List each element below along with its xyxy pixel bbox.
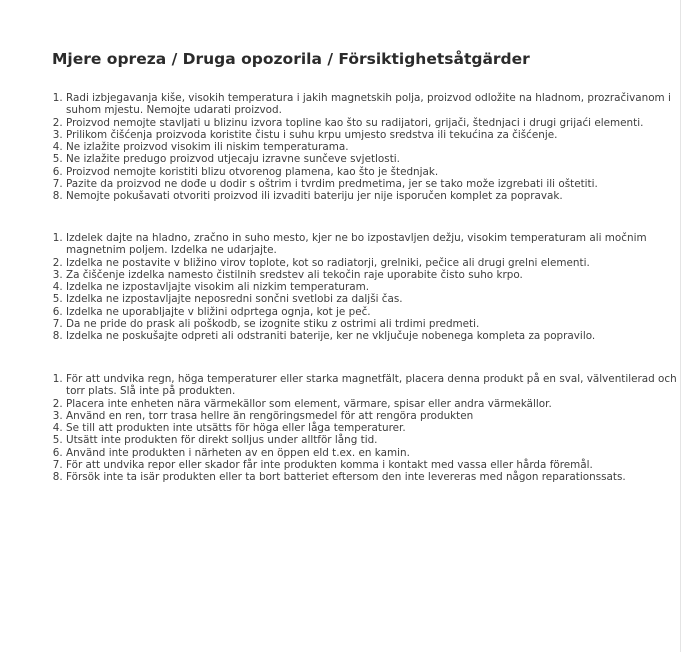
list-item: 2. Izdelka ne postavite v bližino virov toplote, kot so radiatorji, grelniki, pečice ali drugi grelni elementi. [66, 257, 681, 269]
list-item: 4. Se till att produkten inte utsätts för höga eller låga temperaturer. [66, 422, 681, 434]
list-item: 5. Utsätt inte produkten för direkt solljus under alltför lång tid. [66, 434, 681, 446]
list-item: 7. Da ne pride do prask ali poškodb, se izognite stiku z ostrimi ali trdimi predmeti. [66, 318, 681, 330]
list-item: 3. Prilikom čišćenja proizvoda koristite čistu i suhu krpu umjesto sredstva ili tekućina za čišćenje. [66, 129, 681, 141]
list-item: 1. För att undvika regn, höga temperaturer eller starka magnetfält, placera denna produkt på en sval, välventilerad och torr plats. Slå inte på produkten. [66, 373, 681, 398]
list-item: 8. Försök inte ta isär produkten eller ta bort batteriet eftersom den inte levereras med någon reparationssats. [66, 471, 681, 483]
croatian-precautions-list [34, 92, 681, 203]
list-item: 8. Nemojte pokušavati otvoriti proizvod ili izvaditi bateriju jer nije isporučen komplet za popravak. [66, 190, 681, 202]
list-item: 1. Izdelek dajte na hladno, zračno in suho mesto, kjer ne bo izpostavljen dežju, visokim temperaturam ali močnim magnetnim poljem. Izdelka ne udarjajte. [66, 232, 681, 257]
swedish-precautions-list [34, 373, 681, 484]
list-item: 5. Izdelka ne izpostavljajte neposredni sončni svetlobi za daljši čas. [66, 293, 681, 305]
list-item: 3. Za čiščenje izdelka namesto čistilnih sredstev ali tekočin raje uporabite čisto suho krpo. [66, 269, 681, 281]
list-item: 2. Placera inte enheten nära värmekällor som element, värmare, spisar eller andra värmekällor. [66, 398, 681, 410]
list-item: 5. Ne izlažite predugo proizvod utjecaju izravne sunčeve svjetlosti. [66, 153, 681, 165]
list-item: 3. Använd en ren, torr trasa hellre än rengöringsmedel för att rengöra produkten [66, 410, 681, 422]
slovenian-precautions-list [34, 232, 681, 343]
list-item: 6. Använd inte produkten i närheten av en öppen eld t.ex. en kamin. [66, 447, 681, 459]
list-item: 7. För att undvika repor eller skador får inte produkten komma i kontakt med vassa eller hårda föremål. [66, 459, 681, 471]
list-item: 7. Pazite da proizvod ne dođe u dodir s oštrim i tvrdim predmetima, jer se tako može izgrebati ili oštetiti. [66, 178, 681, 190]
list-item: 6. Izdelka ne uporabljajte v bližini odprtega ognja, kot je peč. [66, 306, 681, 318]
list-item: 1. Radi izbjegavanja kiše, visokih temperatura i jakih magnetskih polja, proizvod odložite na hladnom, prozračivanom i suhom mjestu. Nemojte udarati proizvod. [66, 92, 681, 117]
list-item: 4. Ne izlažite proizvod visokim ili niskim temperaturama. [66, 141, 681, 153]
list-item: 2. Proizvod nemojte stavljati u blizinu izvora topline kao što su radijatori, grijači, štednjaci i drugi grijaći elementi. [66, 117, 681, 129]
list-item: 8. Izdelka ne poskušajte odpreti ali odstraniti baterije, ker ne vključuje nobenega kompleta za popravilo. [66, 330, 681, 342]
list-item: 4. Izdelka ne izpostavljajte visokim ali nizkim temperaturam. [66, 281, 681, 293]
page-title: Mjere opreza / Druga opozorila / Försiktighetsåtgärder [52, 50, 530, 68]
list-item: 6. Proizvod nemojte koristiti blizu otvorenog plamena, kao što je štednjak. [66, 166, 681, 178]
